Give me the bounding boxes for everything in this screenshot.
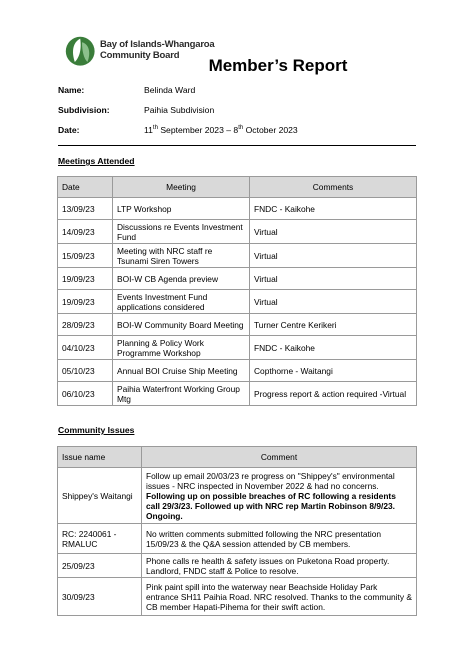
meeting-row [58,314,417,336]
divider [58,145,416,146]
meeting-date-cell: 13/09/23 [58,198,113,220]
date-label: Date: [58,125,80,135]
meeting-date-cell: 05/10/23 [58,360,113,382]
meeting-row [58,336,417,360]
meeting-row [58,382,417,406]
meeting-date-cell: 06/10/23 [58,382,113,406]
col-issue-header: Issue name [58,447,142,468]
org-name-line1: Bay of Islands-Whangaroa [100,39,215,50]
meeting-comment-cell: Virtual [250,244,417,268]
issue-row [58,578,417,616]
issue-name-cell: 30/09/23 [58,578,142,616]
name-label: Name: [58,85,85,95]
meeting-name-cell: Meeting with NRC staff re Tsunami Siren Towers [113,244,250,268]
meeting-date-cell: 04/10/23 [58,336,113,360]
issue-comment-text: No written comments submitted following the NRC presentation 15/09/23 & the Q&A session attended by CB members. [146,528,382,549]
col-comments-header: Comments [250,177,417,198]
meeting-comment-cell: FNDC - Kaikohe [250,336,417,360]
issue-name-cell: Shippey's Waitangi [58,468,142,524]
meeting-name-cell: Planning & Policy Work Programme Workshop [113,336,250,360]
issue-name-cell: 25/09/23 [58,554,142,578]
issue-comment-cell [142,578,417,616]
meeting-comment-cell: Virtual [250,220,417,244]
meeting-name-cell: Discussions re Events Investment Fund [113,220,250,244]
issue-comment-text: Follow up email 20/03/23 re progress on "Shippey's" environmental issues - NRC inspected in November 2022 & had no concerns. [146,470,395,491]
meeting-row [58,244,417,268]
date-suffix1: th [152,125,158,132]
issue-name-cell: RC: 2240061 - RMALUC [58,524,142,554]
meeting-date-cell: 19/09/23 [58,268,113,290]
col-date-header: Date [58,177,113,198]
meeting-comment-cell: FNDC - Kaikohe [250,198,417,220]
meetings-header-row [58,177,417,198]
meeting-date-cell: 14/09/23 [58,220,113,244]
meeting-date-cell: 15/09/23 [58,244,113,268]
date-suffix2: th [238,125,244,132]
meetings-section-title: Meetings Attended [58,156,135,166]
date-rest2: October 2023 [243,125,298,135]
issue-comment-bold-text: Following up on possible breaches of RC following a residents call 29/3/23. Followed up with NRC rep Martin Robinson 8/9/23. Ongoing. [146,490,396,521]
meeting-comment-cell: Copthorne - Waitangi [250,360,417,382]
issue-comment-text: Phone calls re health & safety issues on Puketona Road property. Landlord, FNDC staff & Police to resolve. [146,555,390,576]
meeting-name-cell: BOI-W CB Agenda preview [113,268,250,290]
report-title: Member’s Report [208,56,348,75]
subdivision-label: Subdivision: [58,105,110,115]
col-comment-header: Comment [142,447,417,468]
date-value [144,125,298,135]
issues-header-row [58,447,417,468]
meeting-name-cell: LTP Workshop [113,198,250,220]
date-rest1: September 2023 – 8 [157,125,239,135]
subdivision-value: Paihia Subdivision [144,105,215,115]
date-day1: 11 [144,125,153,135]
meeting-row [58,268,417,290]
issue-comment-cell [142,468,417,524]
issue-comment-cell [142,554,417,578]
meeting-name-cell: Paihia Waterfront Working Group Mtg [113,382,250,406]
meeting-comment-cell: Virtual [250,290,417,314]
issue-row [58,524,417,554]
issue-comment-text: Pink paint spill into the waterway near Beachside Holiday Park entrance SH11 Paihia Road. NRC resolved. Thanks to the community & CB member Hapati-Pihema for their swift action. [146,581,412,612]
meeting-comment-cell: Progress report & action required -Virtual [250,382,417,406]
issue-row [58,554,417,578]
name-value: Belinda Ward [144,85,196,95]
meeting-name-cell: Annual BOI Cruise Ship Meeting [113,360,250,382]
meeting-name-cell: Events Investment Fund applications considered [113,290,250,314]
meeting-row [58,360,417,382]
meeting-comment-cell: Turner Centre Kerikeri [250,314,417,336]
issue-comment-cell [142,524,417,554]
meeting-comment-cell: Virtual [250,268,417,290]
meeting-name-cell: BOI-W Community Board Meeting [113,314,250,336]
issue-row [58,468,417,524]
meetings-table [57,176,417,406]
col-meeting-header: Meeting [113,177,250,198]
meeting-date-cell: 19/09/23 [58,290,113,314]
meeting-row [58,220,417,244]
issues-table [57,446,417,616]
meeting-row [58,290,417,314]
meeting-row [58,198,417,220]
org-name-line2: Community Board [100,50,180,61]
issues-section-title: Community Issues [58,425,135,435]
meeting-date-cell: 28/09/23 [58,314,113,336]
